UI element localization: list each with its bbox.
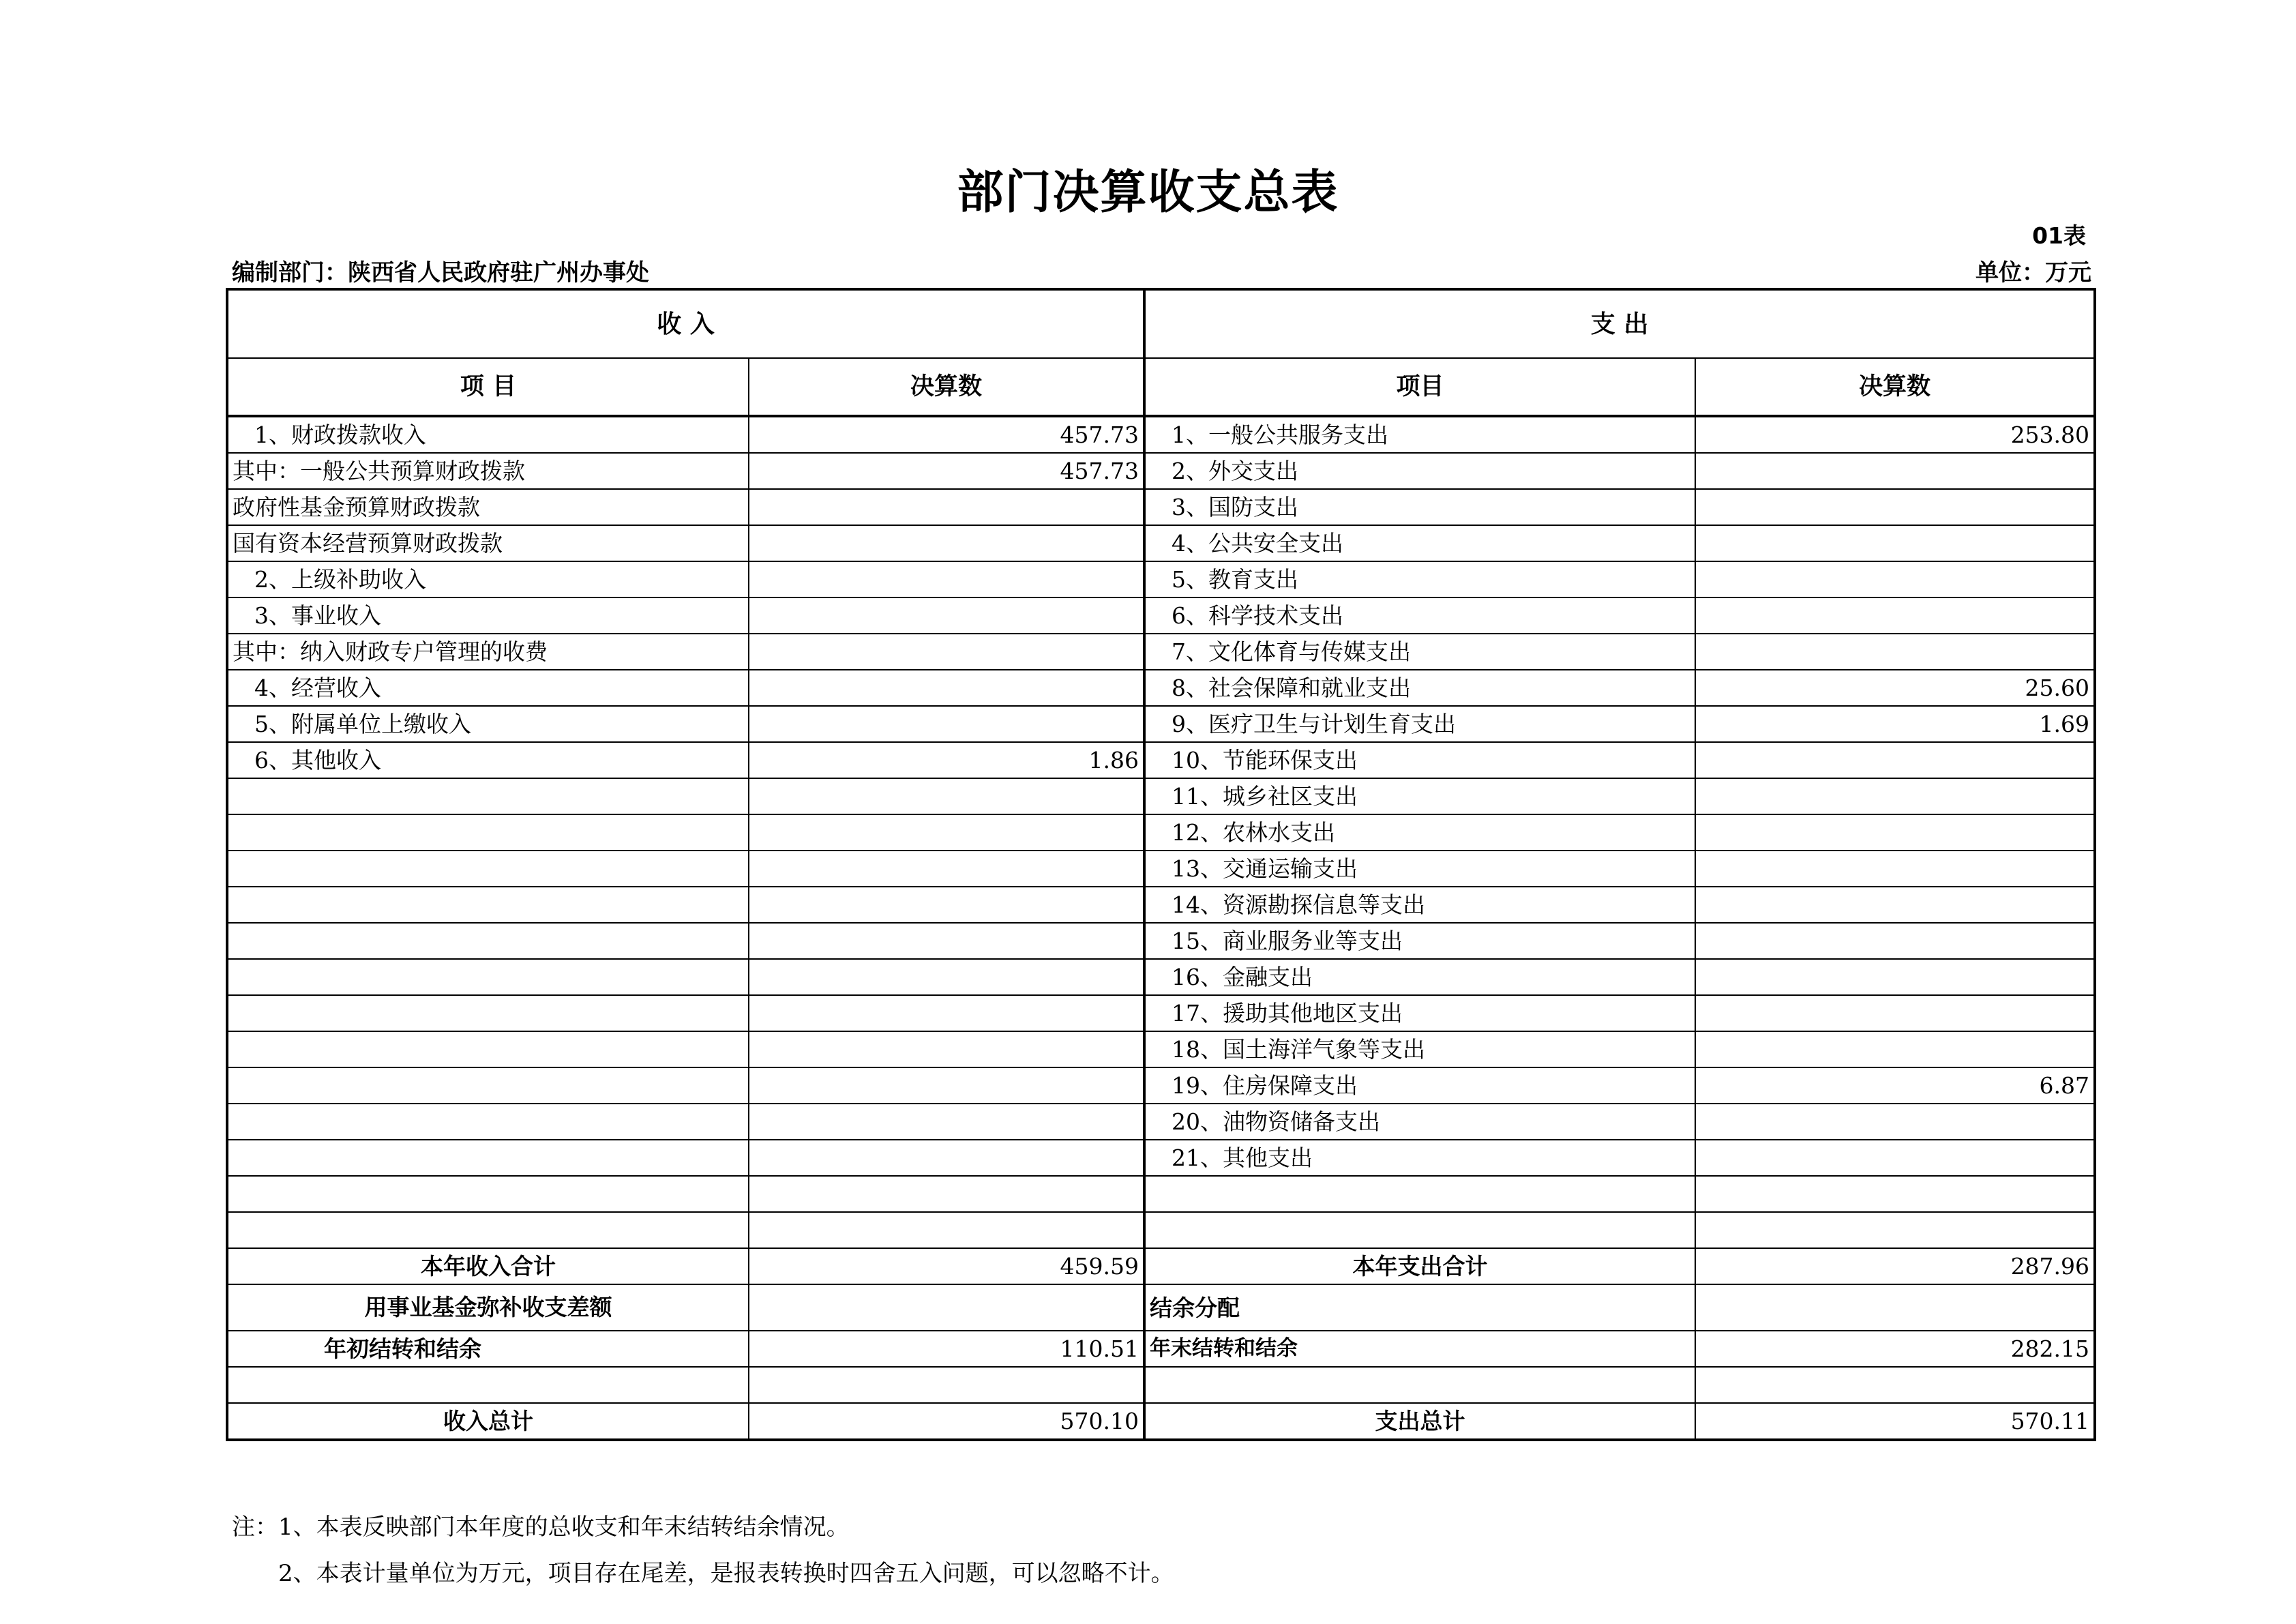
expense-amount-header: 决算数 bbox=[1695, 358, 2095, 416]
table-row bbox=[227, 923, 2095, 959]
balance-row bbox=[227, 1331, 2095, 1367]
income-item-cell: 国有资本经营预算财政拨款 bbox=[227, 525, 749, 561]
income-item-cell: 5、附属单位上缴收入 bbox=[227, 706, 749, 742]
table-row bbox=[227, 995, 2095, 1031]
expense-amount-cell: 6.87 bbox=[1695, 1067, 2095, 1104]
income-amount-cell bbox=[749, 851, 1144, 887]
income-amount-cell bbox=[749, 1176, 1144, 1212]
income-item-cell bbox=[227, 1140, 749, 1176]
income-item-cell bbox=[227, 1104, 749, 1140]
expense-amount-cell bbox=[1695, 634, 2095, 670]
income-amount-cell bbox=[749, 1104, 1144, 1140]
table-row bbox=[227, 1140, 2095, 1176]
begin-balance-value: 110.51 bbox=[749, 1331, 1144, 1367]
income-grand-total-value: 570.10 bbox=[749, 1403, 1144, 1440]
expense-amount-cell bbox=[1695, 887, 2095, 923]
table-row bbox=[227, 670, 2095, 706]
income-amount-header: 决算数 bbox=[749, 358, 1144, 416]
expense-item-cell: 10、节能环保支出 bbox=[1144, 742, 1695, 778]
income-item-cell bbox=[227, 887, 749, 923]
empty-cell bbox=[1695, 1367, 2095, 1403]
table-number: 01表 bbox=[2032, 222, 2086, 249]
income-amount-cell bbox=[749, 489, 1144, 525]
expense-item-cell: 7、文化体育与传媒支出 bbox=[1144, 634, 1695, 670]
income-item-cell bbox=[227, 995, 749, 1031]
expense-amount-cell bbox=[1695, 1212, 2095, 1248]
income-item-cell: 6、其他收入 bbox=[227, 742, 749, 778]
income-amount-cell: 457.73 bbox=[749, 453, 1144, 489]
expense-amount-cell bbox=[1695, 489, 2095, 525]
income-amount-cell bbox=[749, 634, 1144, 670]
table-body bbox=[227, 416, 2095, 1248]
income-item-cell bbox=[227, 814, 749, 851]
expense-amount-cell bbox=[1695, 1104, 2095, 1140]
expense-item-cell: 16、金融支出 bbox=[1144, 959, 1695, 995]
income-item-cell: 政府性基金预算财政拨款 bbox=[227, 489, 749, 525]
expense-amount-cell bbox=[1695, 1031, 2095, 1067]
table-row bbox=[227, 416, 2095, 453]
expense-amount-cell bbox=[1695, 525, 2095, 561]
income-item-cell: 4、经营收入 bbox=[227, 670, 749, 706]
income-amount-cell bbox=[749, 814, 1144, 851]
income-item-cell: 1、财政拨款收入 bbox=[227, 416, 749, 453]
expense-item-cell: 2、外交支出 bbox=[1144, 453, 1695, 489]
expense-amount-cell: 1.69 bbox=[1695, 706, 2095, 742]
income-amount-cell bbox=[749, 923, 1144, 959]
table-row bbox=[227, 453, 2095, 489]
income-item-cell: 其中：一般公共预算财政拨款 bbox=[227, 453, 749, 489]
empty-cell bbox=[227, 1367, 749, 1403]
expense-item-cell: 17、援助其他地区支出 bbox=[1144, 995, 1695, 1031]
expense-amount-cell bbox=[1695, 1140, 2095, 1176]
income-amount-cell bbox=[749, 887, 1144, 923]
expense-section-header: 支 出 bbox=[1144, 289, 2095, 358]
table-row bbox=[227, 851, 2095, 887]
table-row bbox=[227, 489, 2095, 525]
expense-amount-cell bbox=[1695, 814, 2095, 851]
income-amount-cell: 457.73 bbox=[749, 416, 1144, 453]
income-item-cell bbox=[227, 851, 749, 887]
expense-amount-cell bbox=[1695, 453, 2095, 489]
expense-item-cell: 18、国土海洋气象等支出 bbox=[1144, 1031, 1695, 1067]
expense-amount-cell bbox=[1695, 778, 2095, 814]
expense-amount-cell: 25.60 bbox=[1695, 670, 2095, 706]
income-expense-table bbox=[226, 288, 2096, 1441]
table-header-row bbox=[227, 289, 2095, 358]
footnotes bbox=[232, 1504, 1174, 1597]
expense-item-cell: 5、教育支出 bbox=[1144, 561, 1695, 597]
table-row bbox=[227, 1067, 2095, 1104]
year-expense-total-label: 本年支出合计 bbox=[1144, 1248, 1695, 1284]
expense-item-cell: 4、公共安全支出 bbox=[1144, 525, 1695, 561]
department-label: 编制部门：陕西省人民政府驻广州办事处 bbox=[232, 259, 649, 286]
income-amount-cell bbox=[749, 706, 1144, 742]
expense-item-cell: 14、资源勘探信息等支出 bbox=[1144, 887, 1695, 923]
fund-row bbox=[227, 1284, 2095, 1331]
table-row bbox=[227, 634, 2095, 670]
table-row bbox=[227, 597, 2095, 634]
income-amount-cell bbox=[749, 561, 1144, 597]
year-income-total-value: 459.59 bbox=[749, 1248, 1144, 1284]
unit-label: 单位：万元 bbox=[1976, 259, 2091, 286]
income-item-cell bbox=[227, 923, 749, 959]
expense-amount-cell bbox=[1695, 1176, 2095, 1212]
empty-row bbox=[227, 1367, 2095, 1403]
expense-amount-cell bbox=[1695, 561, 2095, 597]
expense-amount-cell bbox=[1695, 995, 2095, 1031]
table-row bbox=[227, 959, 2095, 995]
expense-amount-cell bbox=[1695, 959, 2095, 995]
income-item-cell bbox=[227, 959, 749, 995]
income-item-cell: 其中：纳入财政专户管理的收费 bbox=[227, 634, 749, 670]
surplus-allocation-label: 结余分配 bbox=[1144, 1284, 1695, 1331]
income-amount-cell bbox=[749, 525, 1144, 561]
footnote-1: 注：1、本表反映部门本年度的总收支和年末结转结余情况。 bbox=[232, 1514, 850, 1541]
income-item-cell bbox=[227, 1176, 749, 1212]
fund-value bbox=[749, 1284, 1144, 1331]
page-title: 部门决算收支总表 bbox=[957, 166, 1339, 220]
expense-amount-cell: 253.80 bbox=[1695, 416, 2095, 453]
income-grand-total-label: 收入总计 bbox=[227, 1403, 749, 1440]
expense-item-cell: 21、其他支出 bbox=[1144, 1140, 1695, 1176]
table-row bbox=[227, 1212, 2095, 1248]
expense-item-cell: 11、城乡社区支出 bbox=[1144, 778, 1695, 814]
grand-total-row bbox=[227, 1403, 2095, 1440]
income-item-cell: 2、上级补助收入 bbox=[227, 561, 749, 597]
expense-item-cell: 8、社会保障和就业支出 bbox=[1144, 670, 1695, 706]
expense-amount-cell bbox=[1695, 923, 2095, 959]
expense-item-cell: 19、住房保障支出 bbox=[1144, 1067, 1695, 1104]
table-row bbox=[227, 525, 2095, 561]
expense-amount-cell bbox=[1695, 597, 2095, 634]
expense-item-cell bbox=[1144, 1212, 1695, 1248]
table-row bbox=[227, 1104, 2095, 1140]
table-row bbox=[227, 706, 2095, 742]
surplus-allocation-value bbox=[1695, 1284, 2095, 1331]
income-amount-cell bbox=[749, 778, 1144, 814]
income-amount-cell bbox=[749, 1031, 1144, 1067]
table-row bbox=[227, 1176, 2095, 1212]
income-amount-cell bbox=[749, 995, 1144, 1031]
expense-item-cell: 6、科学技术支出 bbox=[1144, 597, 1695, 634]
income-amount-cell bbox=[749, 670, 1144, 706]
table-row bbox=[227, 778, 2095, 814]
income-item-cell bbox=[227, 1067, 749, 1104]
expense-item-cell: 15、商业服务业等支出 bbox=[1144, 923, 1695, 959]
expense-item-cell: 12、农林水支出 bbox=[1144, 814, 1695, 851]
begin-balance-label: 年初结转和结余 bbox=[227, 1331, 749, 1367]
income-item-cell bbox=[227, 778, 749, 814]
expense-item-cell: 3、国防支出 bbox=[1144, 489, 1695, 525]
income-amount-cell bbox=[749, 1067, 1144, 1104]
expense-item-cell: 20、油物资储备支出 bbox=[1144, 1104, 1695, 1140]
income-amount-cell bbox=[749, 959, 1144, 995]
table-row bbox=[227, 887, 2095, 923]
expense-item-header: 项目 bbox=[1144, 358, 1695, 416]
expense-grand-total-value: 570.11 bbox=[1695, 1403, 2095, 1440]
income-section-header: 收 入 bbox=[227, 289, 1144, 358]
table-row bbox=[227, 742, 2095, 778]
end-balance-value: 282.15 bbox=[1695, 1331, 2095, 1367]
end-balance-label: 年末结转和结余 bbox=[1144, 1331, 1695, 1367]
expense-item-cell: 1、一般公共服务支出 bbox=[1144, 416, 1695, 453]
expense-grand-total-label: 支出总计 bbox=[1144, 1403, 1695, 1440]
income-amount-cell: 1.86 bbox=[749, 742, 1144, 778]
table-row bbox=[227, 814, 2095, 851]
footnote-2: 2、本表计量单位为万元，项目存在尾差，是报表转换时四舍五入问题，可以忽略不计。 bbox=[278, 1560, 1174, 1587]
expense-item-cell: 9、医疗卫生与计划生育支出 bbox=[1144, 706, 1695, 742]
fund-label: 用事业基金弥补收支差额 bbox=[227, 1284, 749, 1331]
table-subheader-row bbox=[227, 358, 2095, 416]
income-amount-cell bbox=[749, 1212, 1144, 1248]
year-income-total-label: 本年收入合计 bbox=[227, 1248, 749, 1284]
empty-cell bbox=[749, 1367, 1144, 1403]
income-amount-cell bbox=[749, 1140, 1144, 1176]
expense-amount-cell bbox=[1695, 851, 2095, 887]
table-row bbox=[227, 1031, 2095, 1067]
expense-item-cell: 13、交通运输支出 bbox=[1144, 851, 1695, 887]
year-total-row bbox=[227, 1248, 2095, 1284]
income-item-header: 项 目 bbox=[227, 358, 749, 416]
table-row bbox=[227, 561, 2095, 597]
empty-cell bbox=[1144, 1367, 1695, 1403]
expense-amount-cell bbox=[1695, 742, 2095, 778]
income-item-cell bbox=[227, 1212, 749, 1248]
year-expense-total-value: 287.96 bbox=[1695, 1248, 2095, 1284]
income-item-cell bbox=[227, 1031, 749, 1067]
income-amount-cell bbox=[749, 597, 1144, 634]
income-item-cell: 3、事业收入 bbox=[227, 597, 749, 634]
expense-item-cell bbox=[1144, 1176, 1695, 1212]
